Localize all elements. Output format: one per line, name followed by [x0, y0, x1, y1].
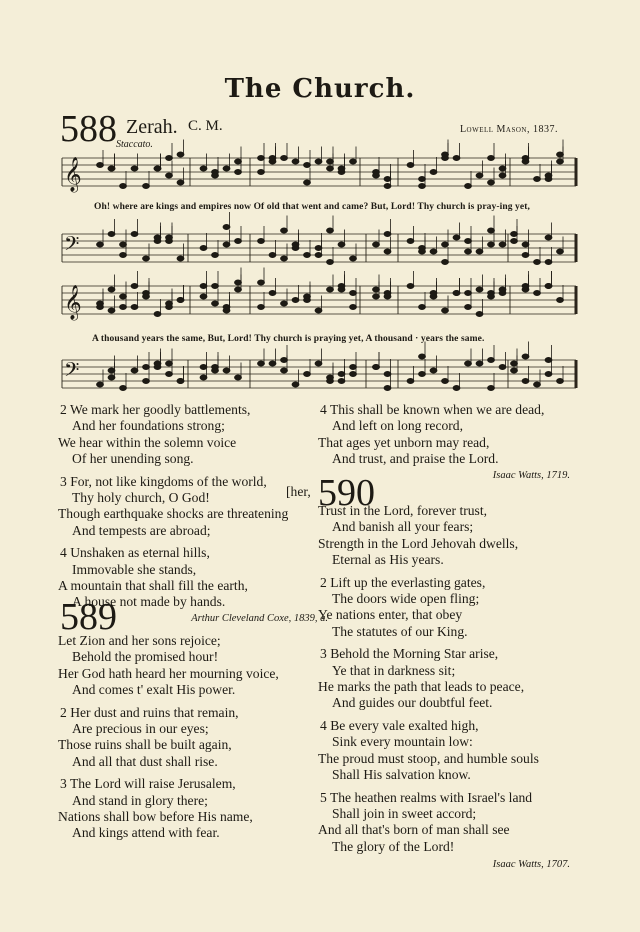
note-head	[442, 379, 449, 384]
note-head	[419, 305, 426, 310]
treble-clef-icon: 𝄞	[64, 285, 82, 320]
note-head	[281, 256, 288, 261]
note-head	[453, 291, 460, 296]
verse-line: Her God hath heard her mourning voice,	[58, 665, 279, 681]
attribution-588-right: Isaac Watts, 1719.	[492, 469, 570, 481]
note-head	[476, 249, 483, 254]
verse-line: 3 The Lord will raise Jerusalem,	[60, 776, 236, 792]
note-head	[384, 249, 391, 254]
note-head	[442, 308, 449, 313]
note-head	[292, 159, 299, 164]
note-head	[269, 159, 276, 164]
note-head	[453, 156, 460, 161]
note-head	[338, 372, 345, 377]
meter: C. M.	[188, 118, 223, 134]
verse-line: He marks the path that leads to peace,	[318, 679, 525, 695]
note-head	[258, 280, 265, 285]
note-head	[235, 159, 242, 164]
note-head	[407, 163, 414, 168]
bass-clef-icon: 𝄢	[64, 232, 80, 260]
verse-line: And guides our doubtful feet.	[332, 695, 493, 711]
verse-line: And trust, and praise the Lord.	[332, 451, 499, 467]
verse-line: And banish all your fears;	[332, 519, 474, 535]
note-head	[281, 368, 288, 373]
note-head	[476, 173, 483, 178]
note-head	[407, 239, 414, 244]
note-head	[166, 372, 173, 377]
verse	[58, 633, 320, 699]
line-wrap-fragment: [her,	[286, 484, 311, 499]
note-head	[373, 170, 380, 175]
note-head	[465, 361, 472, 366]
note-head	[177, 256, 184, 261]
verse-line: The doors wide open fling;	[332, 591, 480, 607]
note-head	[281, 156, 288, 161]
note-head	[154, 312, 161, 317]
verse	[58, 402, 320, 468]
note-head	[384, 386, 391, 391]
verse-line: Those ruins shall be built again,	[58, 737, 232, 753]
note-head	[373, 365, 380, 370]
note-head	[154, 166, 161, 171]
note-head	[545, 358, 552, 363]
note-head	[465, 305, 472, 310]
note-head	[465, 249, 472, 254]
verse-line: And all that dust shall rise.	[72, 753, 218, 769]
note-head	[430, 291, 437, 296]
note-head	[292, 242, 299, 247]
note-head	[120, 386, 127, 391]
note-head	[212, 365, 219, 370]
verse-line: Behold the promised hour!	[72, 649, 219, 665]
hymn-590-number: 590	[318, 472, 375, 514]
note-head	[258, 239, 265, 244]
note-head	[545, 372, 552, 377]
note-head	[373, 294, 380, 299]
note-head	[419, 184, 426, 189]
note-head	[488, 386, 495, 391]
note-head	[223, 242, 230, 247]
note-head	[338, 242, 345, 247]
verse	[318, 718, 580, 784]
note-head	[465, 239, 472, 244]
note-head	[292, 382, 299, 387]
note-head	[350, 159, 357, 164]
verse-line: Of her unending song.	[72, 451, 194, 467]
verse-line: Thy holy church, O God!	[72, 490, 210, 506]
note-head	[235, 287, 242, 292]
hymn-588-number: 588	[60, 108, 117, 150]
note-head	[177, 298, 184, 303]
note-head	[235, 280, 242, 285]
note-head	[131, 166, 138, 171]
note-head	[235, 239, 242, 244]
note-head	[465, 291, 472, 296]
note-head	[200, 294, 207, 299]
note-head	[384, 372, 391, 377]
verse-line: The statutes of our King.	[332, 623, 468, 639]
note-head	[108, 287, 115, 292]
verse-line: And comes t' exalt His power.	[72, 682, 236, 698]
lyrics-line-1: Oh! where are kings and empires now Of old that went and came? But, Lord! Thy church is pray-ing yet,	[94, 202, 530, 212]
note-head	[350, 291, 357, 296]
note-head	[419, 354, 426, 359]
note-head	[143, 365, 150, 370]
verse-line: And kings attend with fear.	[72, 825, 220, 841]
verse-line: Shall join in sweet accord;	[332, 805, 477, 821]
note-head	[235, 375, 242, 380]
note-head	[200, 246, 207, 251]
note-head	[143, 379, 150, 384]
note-head	[338, 379, 345, 384]
note-head	[304, 372, 311, 377]
note-head	[281, 228, 288, 233]
note-head	[534, 177, 541, 182]
note-head	[338, 170, 345, 175]
note-head	[442, 242, 449, 247]
note-head	[476, 361, 483, 366]
note-head	[223, 225, 230, 230]
note-head	[269, 291, 276, 296]
hymn-589-verses	[58, 633, 320, 848]
note-head	[315, 361, 322, 366]
note-head	[108, 375, 115, 380]
verse-line: And stand in glory there;	[72, 792, 208, 808]
note-head	[120, 184, 127, 189]
verse	[58, 705, 320, 771]
note-head	[120, 305, 127, 310]
note-head	[177, 180, 184, 185]
note-head	[419, 372, 426, 377]
hymn-590-verses	[318, 503, 580, 874]
note-head	[545, 235, 552, 240]
note-head	[522, 242, 529, 247]
note-head	[499, 365, 506, 370]
note-head	[166, 361, 173, 366]
note-head	[304, 253, 311, 258]
note-head	[108, 368, 115, 373]
note-head	[281, 301, 288, 306]
note-head	[545, 284, 552, 289]
note-head	[384, 294, 391, 299]
verse-line: 3 For, not like kingdoms of the world,	[60, 473, 267, 489]
note-head	[223, 305, 230, 310]
note-head	[315, 159, 322, 164]
note-head	[465, 184, 472, 189]
note-head	[522, 156, 529, 161]
note-head	[200, 166, 207, 171]
verse	[318, 503, 580, 569]
verse-line: A house not made by hands.	[72, 594, 226, 610]
note-head	[97, 242, 104, 247]
note-head	[350, 256, 357, 261]
note-head	[476, 287, 483, 292]
note-head	[108, 308, 115, 313]
bass-clef-icon: 𝄢	[64, 358, 80, 386]
note-head	[120, 242, 127, 247]
note-head	[534, 260, 541, 265]
verse-line: A mountain that shall fill the earth,	[58, 578, 248, 594]
note-head	[488, 180, 495, 185]
verse	[318, 402, 580, 468]
note-head	[269, 361, 276, 366]
verse	[318, 646, 580, 712]
attribution-588: Arthur Cleveland Coxe, 1839, a.	[191, 612, 328, 624]
verse-line: Nations shall bow before His name,	[58, 809, 253, 825]
note-head	[304, 298, 311, 303]
verse-line: 5 The heathen realms with Israel's land	[320, 789, 533, 805]
hymn-589-number: 589	[60, 596, 117, 638]
note-head	[120, 253, 127, 258]
verse-line: Are precious in our eyes;	[72, 721, 209, 737]
note-head	[384, 232, 391, 237]
note-head	[430, 170, 437, 175]
note-head	[97, 305, 104, 310]
verse-line: And left on long record,	[332, 418, 463, 434]
verse-line: The proud must stoop, and humble souls	[318, 750, 539, 766]
note-head	[511, 232, 518, 237]
note-head	[407, 379, 414, 384]
note-head	[269, 253, 276, 258]
note-head	[488, 228, 495, 233]
note-head	[315, 253, 322, 258]
note-head	[292, 298, 299, 303]
treble-clef-icon: 𝄞	[64, 157, 82, 192]
note-head	[166, 301, 173, 306]
note-head	[166, 156, 173, 161]
note-head	[453, 386, 460, 391]
note-head	[511, 239, 518, 244]
note-head	[545, 173, 552, 178]
note-head	[534, 382, 541, 387]
note-head	[212, 301, 219, 306]
note-head	[177, 152, 184, 157]
note-head	[373, 287, 380, 292]
verse-line: Though earthquake shocks are threatening	[58, 506, 289, 522]
note-head	[235, 170, 242, 175]
note-head	[419, 249, 426, 254]
note-head	[143, 184, 150, 189]
note-head	[327, 379, 334, 384]
note-head	[166, 235, 173, 240]
note-head	[154, 361, 161, 366]
note-head	[212, 253, 219, 258]
verse-line: Strength in the Lord Jehovah dwells,	[318, 535, 519, 551]
note-head	[499, 166, 506, 171]
note-head	[453, 235, 460, 240]
note-head	[258, 170, 265, 175]
note-head	[97, 382, 104, 387]
note-head	[499, 242, 506, 247]
note-head	[350, 372, 357, 377]
attribution-590: Isaac Watts, 1707.	[492, 859, 570, 871]
note-head	[327, 287, 334, 292]
note-head	[120, 294, 127, 299]
note-head	[557, 152, 564, 157]
verse-line: And tempests are abroad;	[72, 522, 211, 538]
note-head	[304, 180, 311, 185]
verse-line: Ye nations enter, that obey	[318, 607, 463, 623]
note-head	[419, 177, 426, 182]
hymn-588-verses	[58, 402, 328, 627]
note-head	[327, 159, 334, 164]
note-head	[522, 287, 529, 292]
verse	[318, 790, 580, 856]
verse-line: 3 Behold the Morning Star arise,	[320, 646, 499, 662]
note-head	[488, 358, 495, 363]
note-head	[143, 256, 150, 261]
note-head	[315, 308, 322, 313]
note-head	[522, 253, 529, 258]
note-head	[200, 365, 207, 370]
note-head	[488, 156, 495, 161]
note-head	[488, 294, 495, 299]
note-head	[131, 368, 138, 373]
verse-line: 4 This shall be known when we are dead,	[320, 402, 545, 417]
verse-line: 4 Unshaken as eternal hills,	[60, 545, 210, 561]
composer: Lowell Mason, 1837.	[459, 124, 558, 135]
note-head	[177, 379, 184, 384]
verse-line: That ages yet unborn may read,	[318, 434, 490, 450]
verse-line: The glory of the Lord!	[332, 838, 455, 854]
note-head	[327, 260, 334, 265]
note-head	[223, 368, 230, 373]
note-head	[143, 291, 150, 296]
note-head	[338, 284, 345, 289]
verse-line: Sink every mountain low:	[332, 734, 473, 750]
note-head	[108, 166, 115, 171]
note-head	[281, 358, 288, 363]
note-head	[384, 184, 391, 189]
note-head	[212, 170, 219, 175]
note-head	[442, 152, 449, 157]
note-head	[407, 284, 414, 289]
note-head	[350, 365, 357, 370]
tune-name: Zerah.	[126, 116, 178, 138]
verse-line: We hear within the solemn voice	[58, 434, 237, 450]
note-head	[212, 284, 219, 289]
verse-line: 4 Be every vale exalted high,	[320, 717, 479, 733]
verse-line: Shall His salvation know.	[332, 767, 471, 783]
verse	[318, 575, 580, 641]
note-head	[384, 177, 391, 182]
note-head	[200, 375, 207, 380]
verse-line: And her foundations strong;	[72, 418, 225, 434]
verse-line: Ye that in darkness sit;	[332, 662, 456, 678]
verse-line: 2 Lift up the everlasting gates,	[320, 574, 486, 590]
note-head	[430, 249, 437, 254]
note-head	[476, 312, 483, 317]
note-head	[258, 361, 265, 366]
note-head	[557, 298, 564, 303]
note-head	[534, 291, 541, 296]
note-head	[131, 284, 138, 289]
note-head	[131, 305, 138, 310]
verse-line: Eternal as His years.	[332, 552, 444, 568]
note-head	[327, 228, 334, 233]
note-head	[545, 260, 552, 265]
note-head	[200, 284, 207, 289]
verse-line: 2 We mark her goodly battlements,	[60, 402, 251, 417]
note-head	[350, 305, 357, 310]
note-head	[131, 232, 138, 237]
note-head	[511, 368, 518, 373]
note-head	[557, 249, 564, 254]
note-head	[373, 242, 380, 247]
lyrics-line-2: A thousand years the same, But, Lord! Thy church is praying yet, A thousand · years the same.	[92, 334, 485, 344]
note-head	[304, 163, 311, 168]
note-head	[499, 291, 506, 296]
note-head	[108, 232, 115, 237]
note-head	[557, 379, 564, 384]
note-head	[258, 305, 265, 310]
note-head	[154, 239, 161, 244]
note-head	[166, 173, 173, 178]
tempo-marking: Staccato.	[116, 139, 153, 150]
note-head	[97, 163, 104, 168]
note-head	[557, 159, 564, 164]
note-head	[488, 242, 495, 247]
verse	[58, 474, 320, 540]
verse-line: 2 Her dust and ruins that remain,	[60, 704, 239, 720]
verse-line: And all that's born of man shall see	[318, 822, 510, 838]
note-head	[522, 379, 529, 384]
page-title: The Church.	[224, 74, 416, 104]
note-head	[511, 361, 518, 366]
note-head	[327, 166, 334, 171]
verse-line: Let Zion and her sons rejoice;	[58, 633, 221, 648]
note-head	[522, 354, 529, 359]
note-head	[499, 173, 506, 178]
note-head	[315, 246, 322, 251]
note-head	[442, 260, 449, 265]
note-head	[223, 166, 230, 171]
verse-line: Trust in the Lord, forever trust,	[318, 503, 488, 518]
note-head	[430, 368, 437, 373]
verse	[58, 776, 320, 842]
note-head	[258, 156, 265, 161]
verse-line: Immovable she stands,	[72, 561, 197, 577]
